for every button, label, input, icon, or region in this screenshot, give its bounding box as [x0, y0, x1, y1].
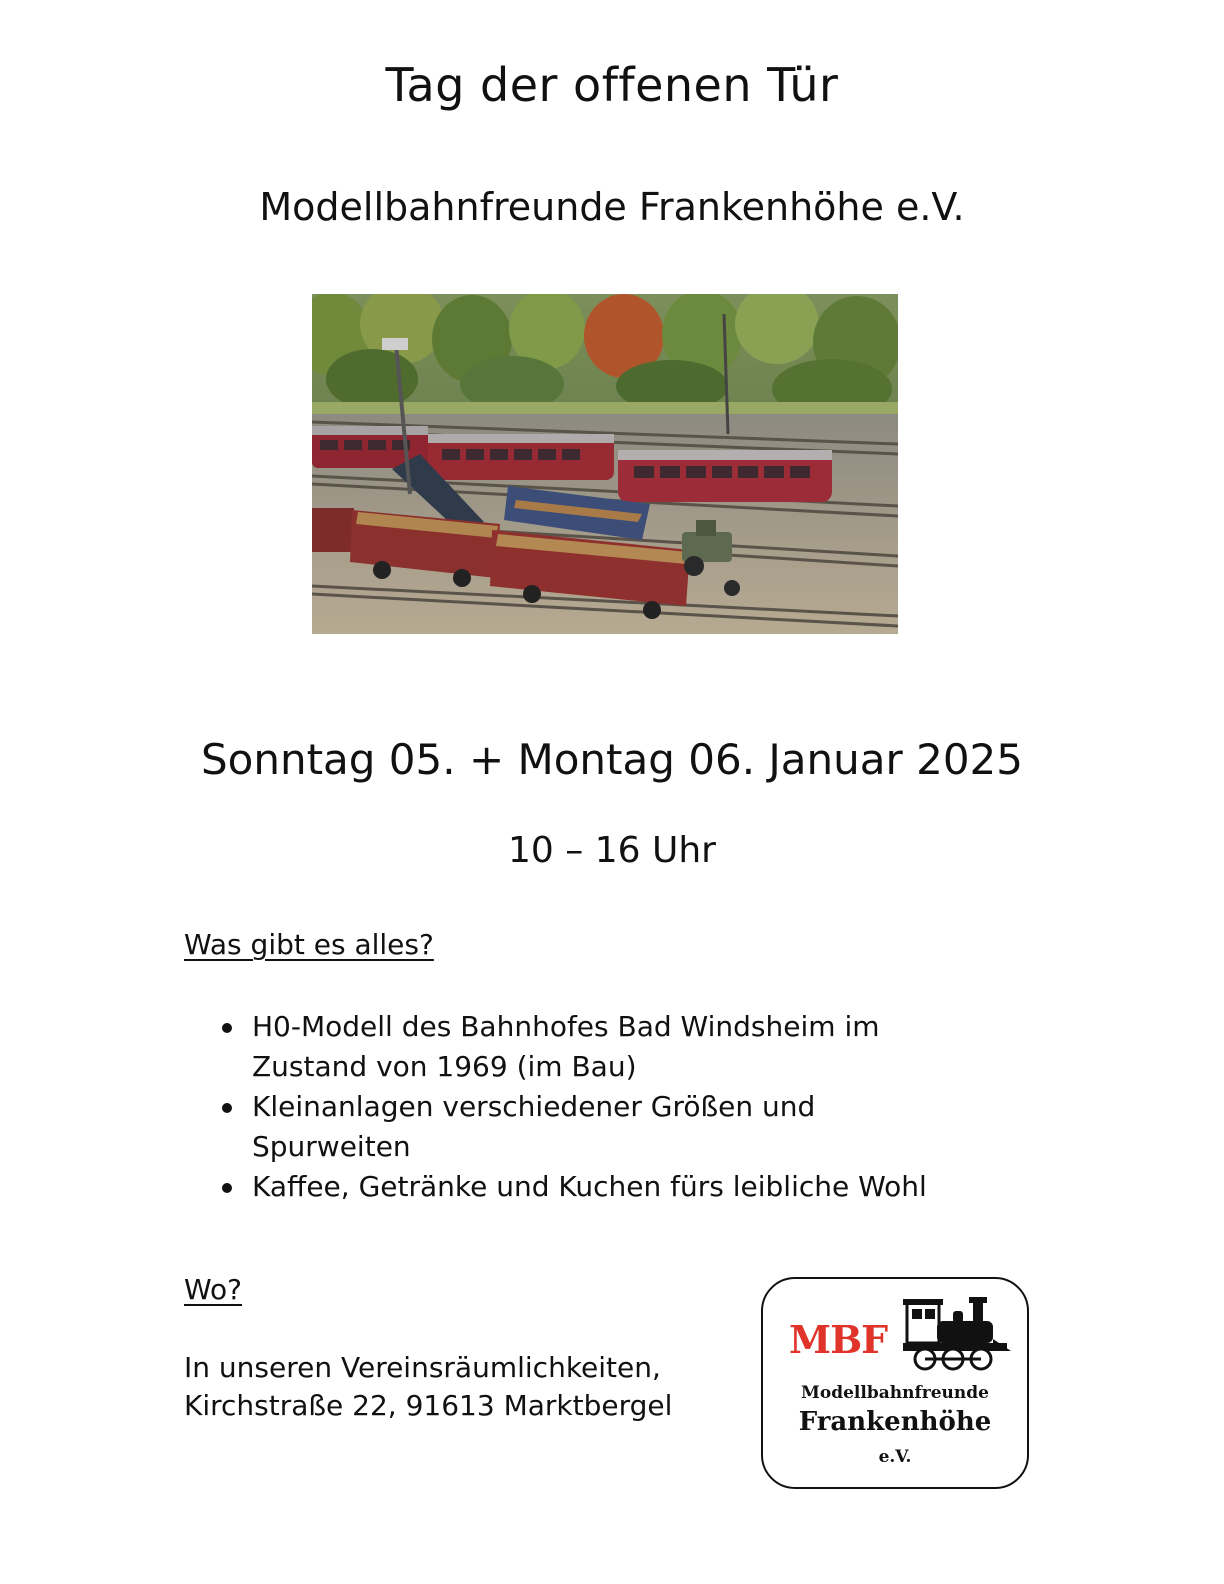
event-date: Sonntag 05. + Montag 06. Januar 2025: [200, 735, 1023, 784]
logo-text-ev: e.V.: [878, 1447, 912, 1467]
list-item-line: H0-Modell des Bahnhofes Bad Windsheim im: [252, 1010, 880, 1043]
list-item-line: Zustand von 1969 (im Bau): [252, 1050, 637, 1083]
address-line: In unseren Vereinsräumlichkeiten,: [184, 1351, 661, 1384]
address-line: Kirchstraße 22, 91613 Marktbergel: [184, 1389, 673, 1422]
address: [184, 1349, 672, 1425]
list-item: [252, 1167, 1052, 1207]
club-logo: [761, 1277, 1029, 1489]
steam-locomotive-icon: [903, 1295, 1015, 1375]
logo-text-modellbahnfreunde: Modellbahnfreunde: [801, 1383, 989, 1403]
list-item-line: Kaffee, Getränke und Kuchen fürs leibliche Wohl: [252, 1170, 927, 1203]
list-item-line: Spurweiten: [252, 1130, 411, 1163]
page-title: Tag der offenen Tür: [385, 58, 839, 112]
model-railway-illustration: [312, 294, 898, 634]
model-railway-photo: [312, 294, 898, 634]
logo-text-frankenhoehe: Frankenhöhe: [798, 1407, 992, 1437]
event-time: 10 – 16 Uhr: [508, 830, 716, 871]
list-item-line: Kleinanlagen verschiedener Größen und: [252, 1090, 816, 1123]
features-heading: Was gibt es alles?: [184, 928, 434, 961]
logo-abbreviation: MBF: [789, 1317, 888, 1362]
list-item: [252, 1007, 1052, 1087]
location-heading: Wo?: [184, 1273, 243, 1306]
features-list: [184, 1007, 1052, 1207]
organization-name: Modellbahnfreunde Frankenhöhe e.V.: [259, 185, 965, 229]
list-item: [252, 1087, 1052, 1167]
